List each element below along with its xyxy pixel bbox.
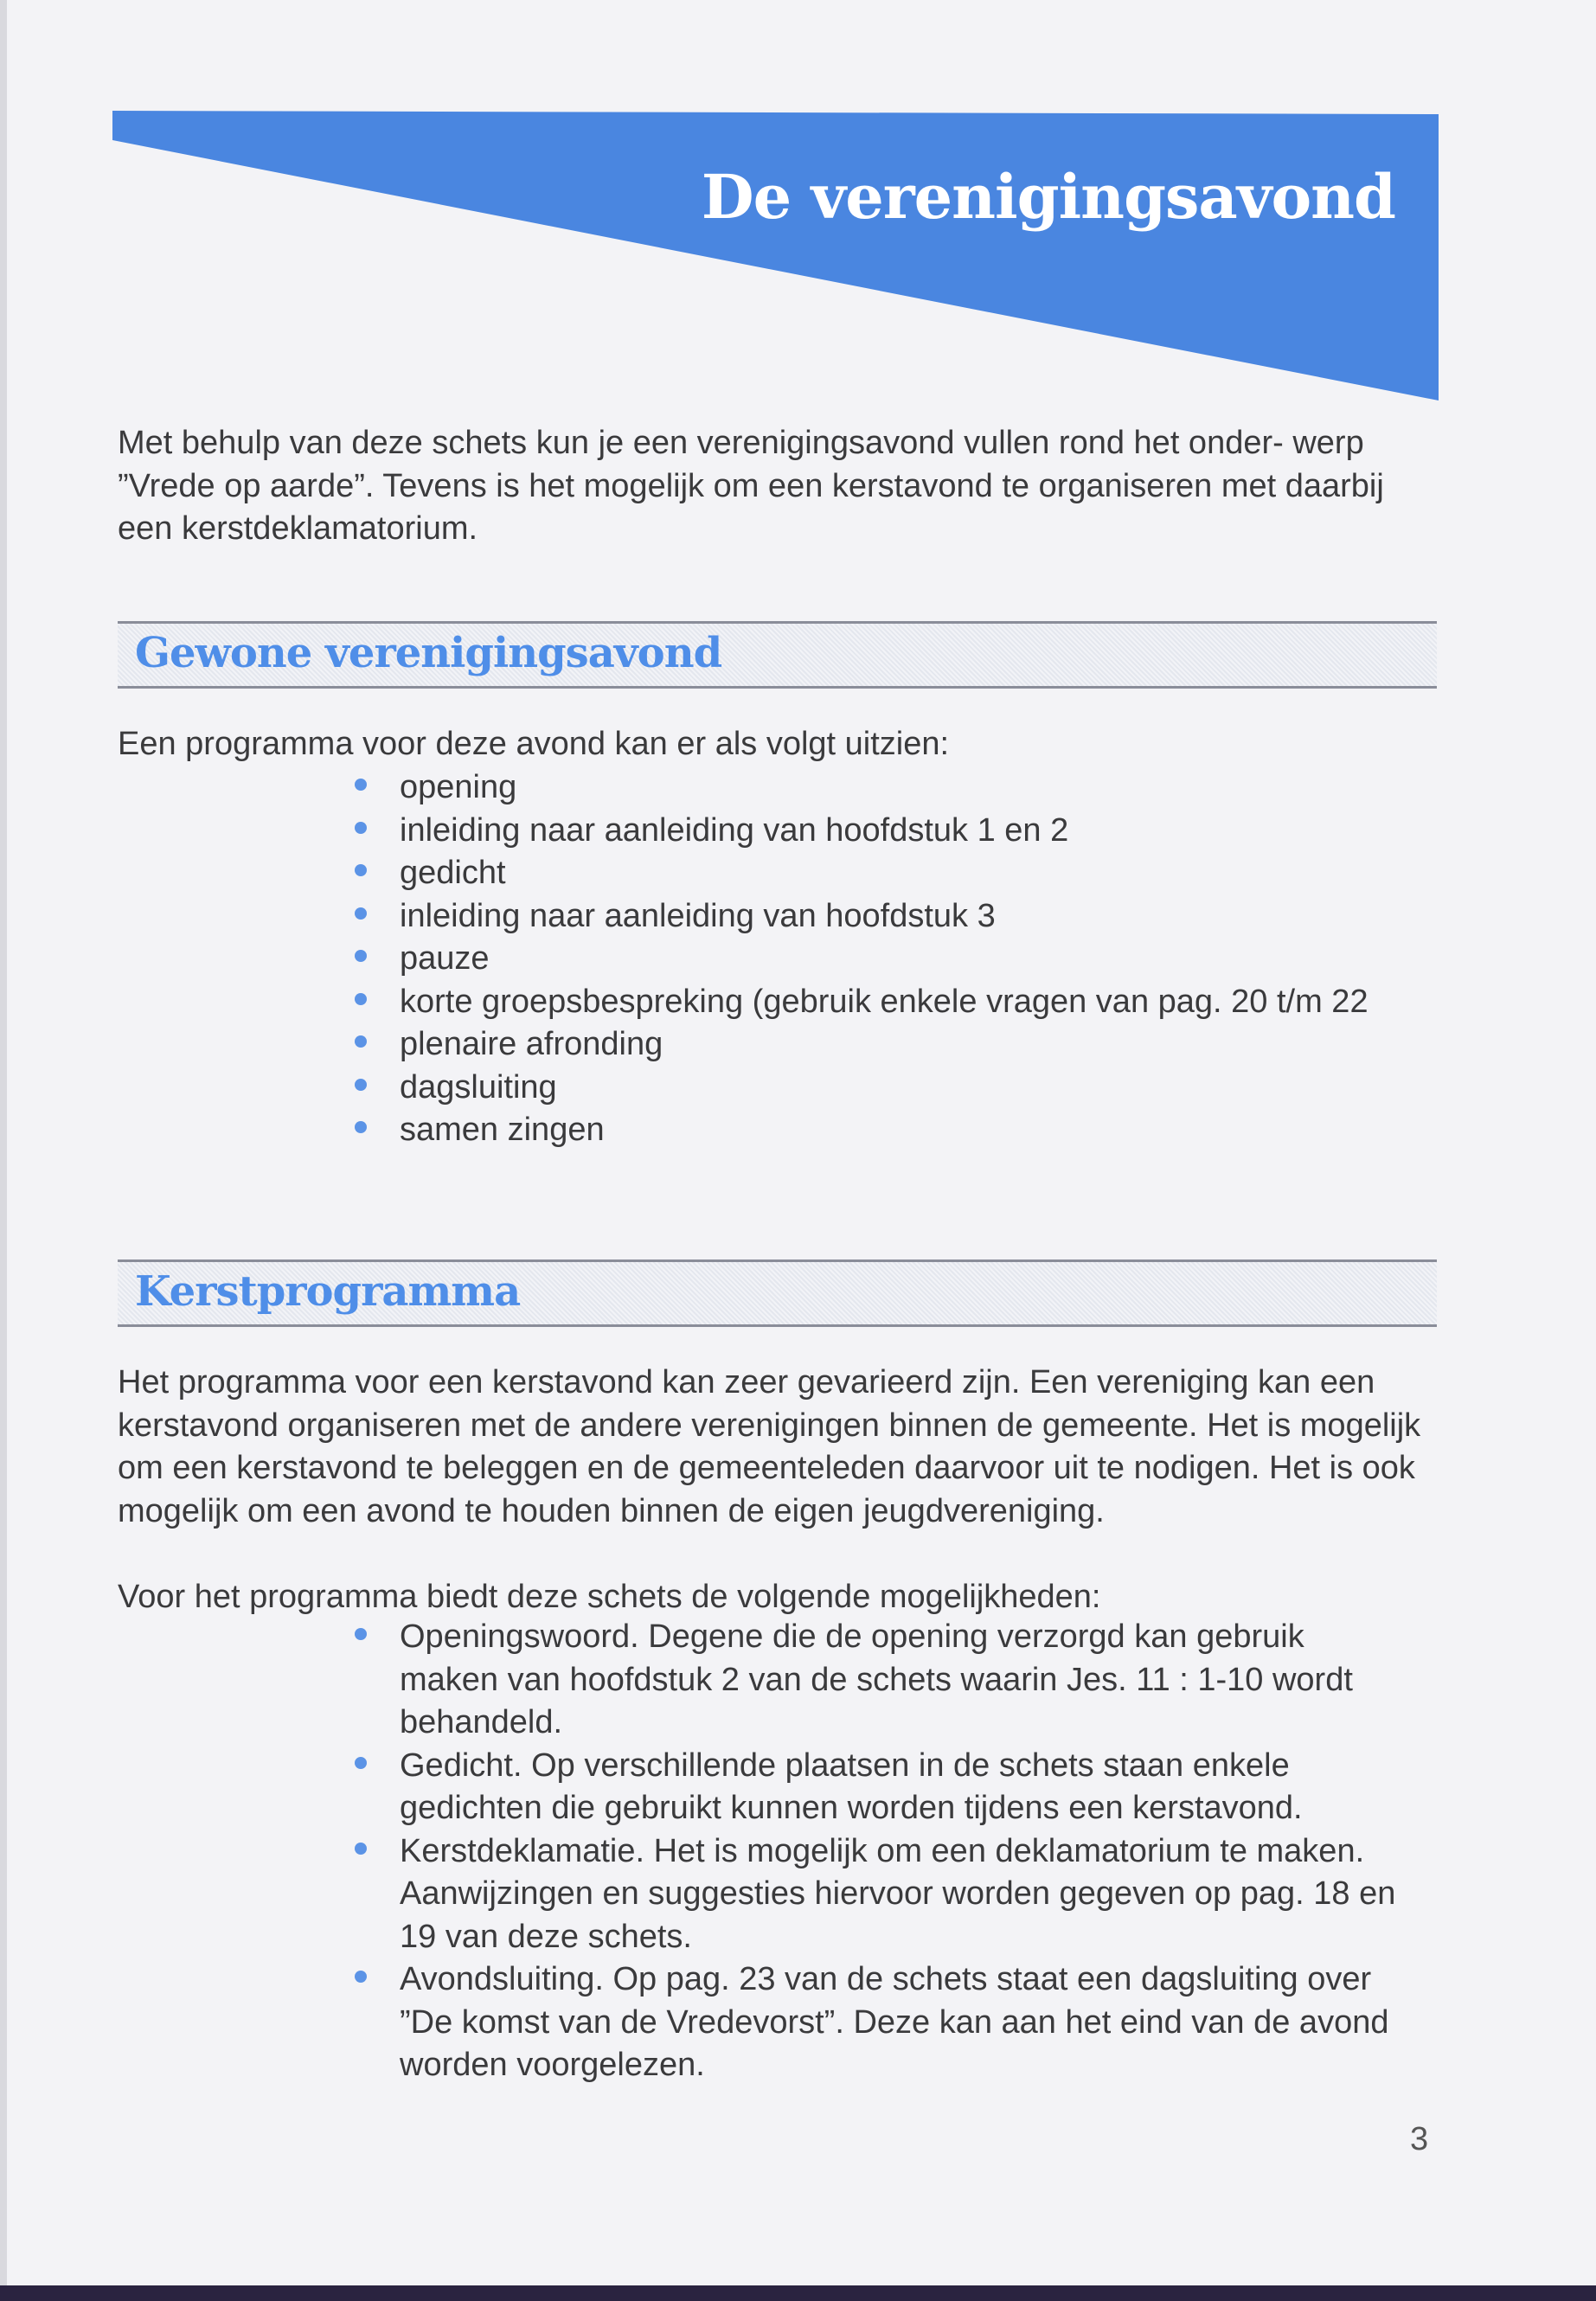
section2-paragraph: Het programma voor een kerstavond kan zeer gevarieerd zijn. Een vereniging kan een kerstavond organiseren met de andere verenigingen binnen de gemeente. Het is mogelijk om een kerstavond te beleggen en de gemeenteleden daarvoor uit te nodigen. Het is ook mogelijk om een avond te houden binnen de eigen jeugdvereniging. xyxy=(118,1364,1421,1529)
bullet-icon xyxy=(355,1628,367,1640)
bullet-icon xyxy=(355,993,367,1005)
bullet-icon xyxy=(355,907,367,920)
list-item xyxy=(355,1745,1410,1830)
list-item xyxy=(355,1023,1419,1067)
list-item xyxy=(355,810,1419,853)
list-item xyxy=(355,766,1419,810)
section-heading-band xyxy=(118,621,1437,689)
section-heading: Gewone verenigingsavond xyxy=(135,629,722,677)
list-item xyxy=(355,981,1419,1024)
list-item xyxy=(355,1067,1419,1110)
list-item xyxy=(355,852,1419,895)
list-item-text: opening xyxy=(400,769,517,805)
list-item-text: plenaire afronding xyxy=(400,1026,663,1062)
list-item xyxy=(355,1616,1410,1745)
list-item-text: pauze xyxy=(400,940,490,977)
bullet-icon xyxy=(355,1121,367,1133)
options-list xyxy=(355,1616,1410,2087)
list-item xyxy=(355,1830,1410,1959)
list-item-text: inleiding naar aanleiding van hoofdstuk 3 xyxy=(400,897,996,934)
title-banner xyxy=(112,111,1439,401)
section-heading: Kerstprogramma xyxy=(135,1267,521,1316)
list-item xyxy=(355,1109,1419,1152)
list-item-text: inleiding naar aanleiding van hoofdstuk 1 en 2 xyxy=(400,811,1069,849)
list-item-text: dagsluiting xyxy=(400,1068,557,1106)
bullet-icon xyxy=(355,1843,367,1855)
banner-shape xyxy=(112,111,1439,401)
program-list xyxy=(355,766,1419,1152)
list-item-text: korte groepsbespreking (gebruik enkele vragen van pag. 20 t/m 22 xyxy=(400,983,1368,1020)
list-item-text: Openingswoord. Degene die de opening verzorgd kan gebruik maken van hoofdstuk 2 van de schets waarin Jes. 11 : 1-10 wordt behandeld. xyxy=(400,1618,1353,1740)
section-heading-band xyxy=(118,1259,1437,1327)
list-item-text: gedicht xyxy=(400,855,506,891)
list-item xyxy=(355,938,1419,981)
bullet-icon xyxy=(355,864,367,876)
list-item-text: Avondsluiting. Op pag. 23 van de schets staat een dagsluiting over ”De komst van de Vredevorst”. Deze kan aan het eind van de avond worden voorgelezen. xyxy=(400,1961,1389,2083)
page-edge xyxy=(0,0,7,2301)
bullet-icon xyxy=(355,1079,367,1091)
bullet-icon xyxy=(355,779,367,791)
scan-bottom-edge xyxy=(0,2285,1596,2301)
bullet-icon xyxy=(355,1035,367,1048)
page-title: De verenigingsavond xyxy=(701,161,1395,233)
bullet-icon xyxy=(355,950,367,962)
section1-lead: Een programma voor deze avond kan er als volgt uitzien: xyxy=(118,726,950,762)
list-item-text: Gedicht. Op verschillende plaatsen in de schets staan enkele gedichten die gebruikt kunnen worden tijdens een kerstavond. xyxy=(400,1747,1303,1826)
list-item-text: samen zingen xyxy=(400,1112,605,1148)
bullet-icon xyxy=(355,1971,367,1983)
list-item-text: Kerstdeklamatie. Het is mogelijk om een deklamatorium te maken. Aanwijzingen en suggesties hiervoor worden gegeven op pag. 18 en 19 van deze schets. xyxy=(400,1832,1396,1955)
section2-lead: Voor het programma biedt deze schets de volgende mogelijkheden: xyxy=(118,1579,1101,1615)
bullet-icon xyxy=(355,822,367,834)
list-item xyxy=(355,895,1419,939)
page-number: 3 xyxy=(1410,2121,1429,2157)
intro-paragraph: Met behulp van deze schets kun je een verenigingsavond vullen rond het onder- werp ”Vrede op aarde”. Tevens is het mogelijk om een kerstavond te organiseren met daarbij een kerstdeklamatorium. xyxy=(118,425,1384,547)
list-item xyxy=(355,1958,1410,2087)
bullet-icon xyxy=(355,1757,367,1769)
